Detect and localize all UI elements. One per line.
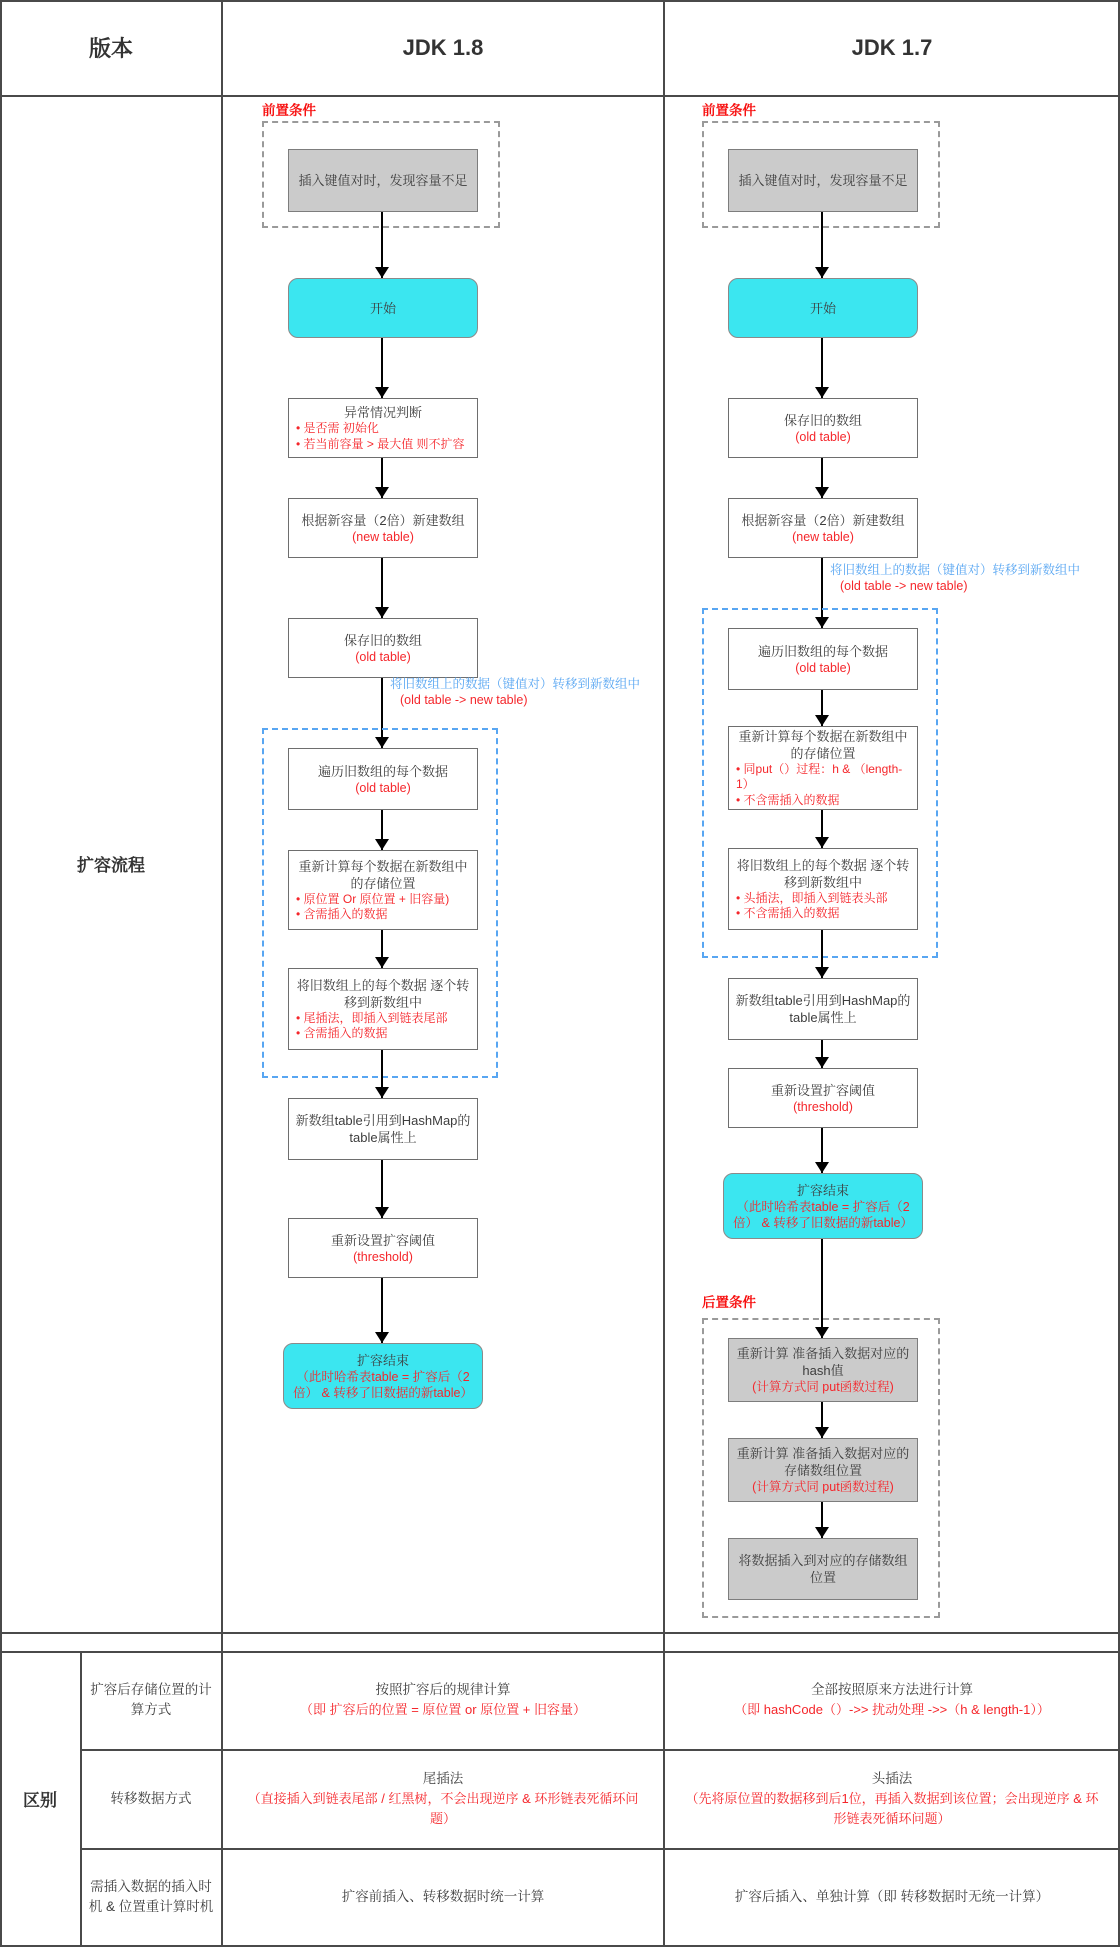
flow-arrow <box>381 212 383 278</box>
diff-text-red: （即 扩容后的位置 = 原位置 or 原位置 + 旧容量） <box>299 1702 587 1717</box>
node-sub: (old table) <box>355 649 411 664</box>
flow-arrow <box>381 930 383 968</box>
diff-row1-jdk17-cell <box>664 1651 1120 1749</box>
node-title: 插入键值对时，发现容量不足 <box>738 173 908 188</box>
jdk18-transfer-note-red: (old table -> new table) <box>400 693 528 707</box>
node-title: 根据新容量（2倍）新建数组 <box>301 512 465 528</box>
jdk18-traverse-node <box>288 748 478 810</box>
flow-arrow <box>821 1040 823 1068</box>
flow-arrow <box>381 338 383 398</box>
diff-row2-jdk17-cell <box>664 1749 1120 1848</box>
jdk17-traverse-node <box>728 628 918 690</box>
node-title: 保存旧的数组 <box>343 632 422 648</box>
node-title: 将旧数组上的每个数据 逐个转移到新数组中 <box>736 857 910 890</box>
header-jdk17: JDK 1.7 <box>851 34 933 60</box>
flow-arrow <box>381 810 383 850</box>
divider <box>0 1632 1120 1634</box>
jdk17-postcondition-label: 后置条件 <box>702 1295 756 1310</box>
node-sub: (threshold) <box>793 1099 853 1114</box>
jdk18-transfer-node <box>288 968 478 1050</box>
diff-row1-label: 扩容后存储位置的计算方式 <box>90 1682 212 1717</box>
node-title: 根据新容量（2倍）新建数组 <box>741 512 905 528</box>
flow-arrow <box>821 1502 823 1538</box>
node-title: 重新设置扩容阈值 <box>330 1232 435 1248</box>
node-bullet: • 含需插入的数据 <box>296 907 388 921</box>
flow-arrow <box>821 338 823 398</box>
flow-section-label: 扩容流程 <box>77 856 145 875</box>
jdk18-new-table-node <box>288 498 478 558</box>
node-title: 开始 <box>369 300 396 316</box>
node-bullet: • 原位置 Or 原位置 + 旧容量) <box>296 891 450 906</box>
jdk17-new-table-node <box>728 498 918 558</box>
node-sub: (old table) <box>355 780 411 795</box>
jdk17-threshold-node <box>728 1068 918 1128</box>
node-bullet: • 同put（）过程：h & （length-1） <box>736 761 903 792</box>
jdk17-save-old-node <box>728 398 918 458</box>
diff-text: 按照扩容后的规律计算 <box>375 1682 511 1697</box>
node-bullet: • 是否需 初始化 <box>296 421 379 435</box>
jdk17-assign-node <box>728 978 918 1040</box>
node-sub: (new table) <box>352 529 414 544</box>
node-title: 扩容结束 <box>796 1182 849 1198</box>
diff-text: 全部按照原来方法进行计算 <box>811 1682 973 1697</box>
header-jdk18: JDK 1.8 <box>402 34 484 60</box>
node-sub: (old table) <box>795 660 851 675</box>
node-title: 重新设置扩容阈值 <box>770 1082 875 1098</box>
node-title: 将数据插入到对应的存储数组位置 <box>738 1553 908 1585</box>
diff-row2-label: 转移数据方式 <box>110 1790 192 1806</box>
diff-text: 头插法 <box>871 1770 913 1786</box>
jdk18-save-old-node <box>288 618 478 678</box>
jdk17-start-node <box>728 278 918 338</box>
node-title: 遍历旧数组的每个数据 <box>317 763 448 779</box>
node-title: 新数组table引用到HashMap的table属性上 <box>295 1113 471 1145</box>
node-sub: (old table) <box>795 429 851 444</box>
node-title: 新数组table引用到HashMap的table属性上 <box>735 993 911 1025</box>
node-title: 扩容结束 <box>356 1352 409 1368</box>
diff-text: 扩容后插入、单独计算（即 转移数据时无统一计算） <box>734 1888 1050 1904</box>
diff-row3-jdk18-cell <box>222 1848 664 1945</box>
flow-arrow <box>821 1402 823 1438</box>
node-title: 重新计算每个数据在新数组中的存储位置 <box>738 728 908 761</box>
jdk17-precondition-label: 前置条件 <box>702 103 756 118</box>
jdk17-post-insert-node <box>728 1538 918 1600</box>
flow-arrow <box>381 1050 383 1098</box>
node-bullet: • 尾插法，即插入到链表尾部 <box>296 1010 448 1025</box>
node-sub: (计算方式同 put函数过程) <box>752 1380 894 1394</box>
node-sub: （此时哈希表table = 扩容后（2倍） & 转移了旧数据的新table） <box>293 1369 473 1400</box>
node-title: 遍历旧数组的每个数据 <box>757 643 888 659</box>
jdk17-end-node <box>723 1173 923 1239</box>
flow-arrow <box>821 810 823 848</box>
node-title: 重新计算 准备插入数据对应的hash值 <box>736 1346 910 1378</box>
node-title: 重新计算每个数据在新数组中的存储位置 <box>298 858 468 891</box>
diff-text: 扩容前插入、转移数据时统一计算 <box>341 1888 545 1904</box>
node-bullet: • 含需插入的数据 <box>296 1026 388 1040</box>
node-bullet: • 若当前容量 > 最大值 则不扩容 <box>296 436 465 451</box>
diff-row3-label: 需插入数据的插入时机 & 位置重计算时机 <box>88 1878 214 1914</box>
jdk17-post-hash-node <box>728 1338 918 1402</box>
diff-section-label: 区别 <box>23 1790 57 1810</box>
flow-arrow <box>381 458 383 498</box>
flow-arrow <box>381 1160 383 1218</box>
flow-arrow <box>381 1278 383 1343</box>
jdk17-transfer-note-red: (old table -> new table) <box>840 579 968 593</box>
node-title: 将旧数组上的每个数据 逐个转移到新数组中 <box>296 977 470 1010</box>
jdk18-threshold-node <box>288 1218 478 1278</box>
node-title: 保存旧的数组 <box>783 412 862 428</box>
jdk18-exception-node <box>288 398 478 458</box>
jdk17-transfer-node <box>728 848 918 930</box>
diff-text-red: （即 hashCode（）->> 扰动处理 ->>（h & length-1）） <box>734 1702 1050 1717</box>
flow-arrow <box>821 690 823 726</box>
node-title: 重新计算 准备插入数据对应的存储数组位置 <box>736 1446 910 1478</box>
flow-arrow <box>381 558 383 618</box>
node-sub: （此时哈希表table = 扩容后（2倍） & 转移了旧数据的新table） <box>733 1199 913 1230</box>
jdk18-end-node <box>283 1343 483 1409</box>
jdk18-assign-node <box>288 1098 478 1160</box>
jdk17-transfer-note-blue: 将旧数组上的数据（键值对）转移到新数组中 <box>830 563 1081 577</box>
diff-row2-jdk18-cell <box>222 1749 664 1848</box>
jdk18-recalc-node <box>288 850 478 930</box>
diff-row1-jdk18-cell <box>222 1651 664 1749</box>
node-sub: (threshold) <box>353 1249 413 1264</box>
node-sub: (计算方式同 put函数过程) <box>752 1480 894 1494</box>
diff-row3-jdk17-cell <box>664 1848 1120 1945</box>
jdk18-trigger-node <box>288 149 478 212</box>
jdk17-post-position-node <box>728 1438 918 1502</box>
flow-arrow <box>821 930 823 978</box>
node-sub: (new table) <box>792 529 854 544</box>
node-bullet: • 头插法，即插入到链表头部 <box>736 890 888 905</box>
node-bullet: • 不含需插入的数据 <box>736 906 840 920</box>
jdk18-start-node <box>288 278 478 338</box>
diff-text-red: （先将原位置的数据移到后1位，再插入数据到该位置；会出现逆序 & 环形链表死循环问题） <box>685 1790 1099 1826</box>
header-version: 版本 <box>88 36 133 61</box>
divider <box>0 1945 1120 1947</box>
flow-arrow <box>821 212 823 278</box>
node-bullet: • 不含需插入的数据 <box>736 792 840 807</box>
jdk18-precondition-label: 前置条件 <box>262 103 316 118</box>
node-title: 异常情况判断 <box>343 405 422 420</box>
jdk18-transfer-note-blue: 将旧数组上的数据（键值对）转移到新数组中 <box>390 677 641 691</box>
node-title: 开始 <box>809 300 836 316</box>
flow-arrow <box>821 1128 823 1173</box>
node-title: 插入键值对时，发现容量不足 <box>298 173 468 188</box>
diff-text-red: （直接插入到链表尾部 / 红黑树，不会出现逆序 & 环形链表死循环问题） <box>247 1790 639 1826</box>
jdk17-recalc-node <box>728 726 918 810</box>
jdk17-trigger-node <box>728 149 918 212</box>
diff-text: 尾插法 <box>422 1770 464 1786</box>
flow-arrow <box>821 458 823 498</box>
